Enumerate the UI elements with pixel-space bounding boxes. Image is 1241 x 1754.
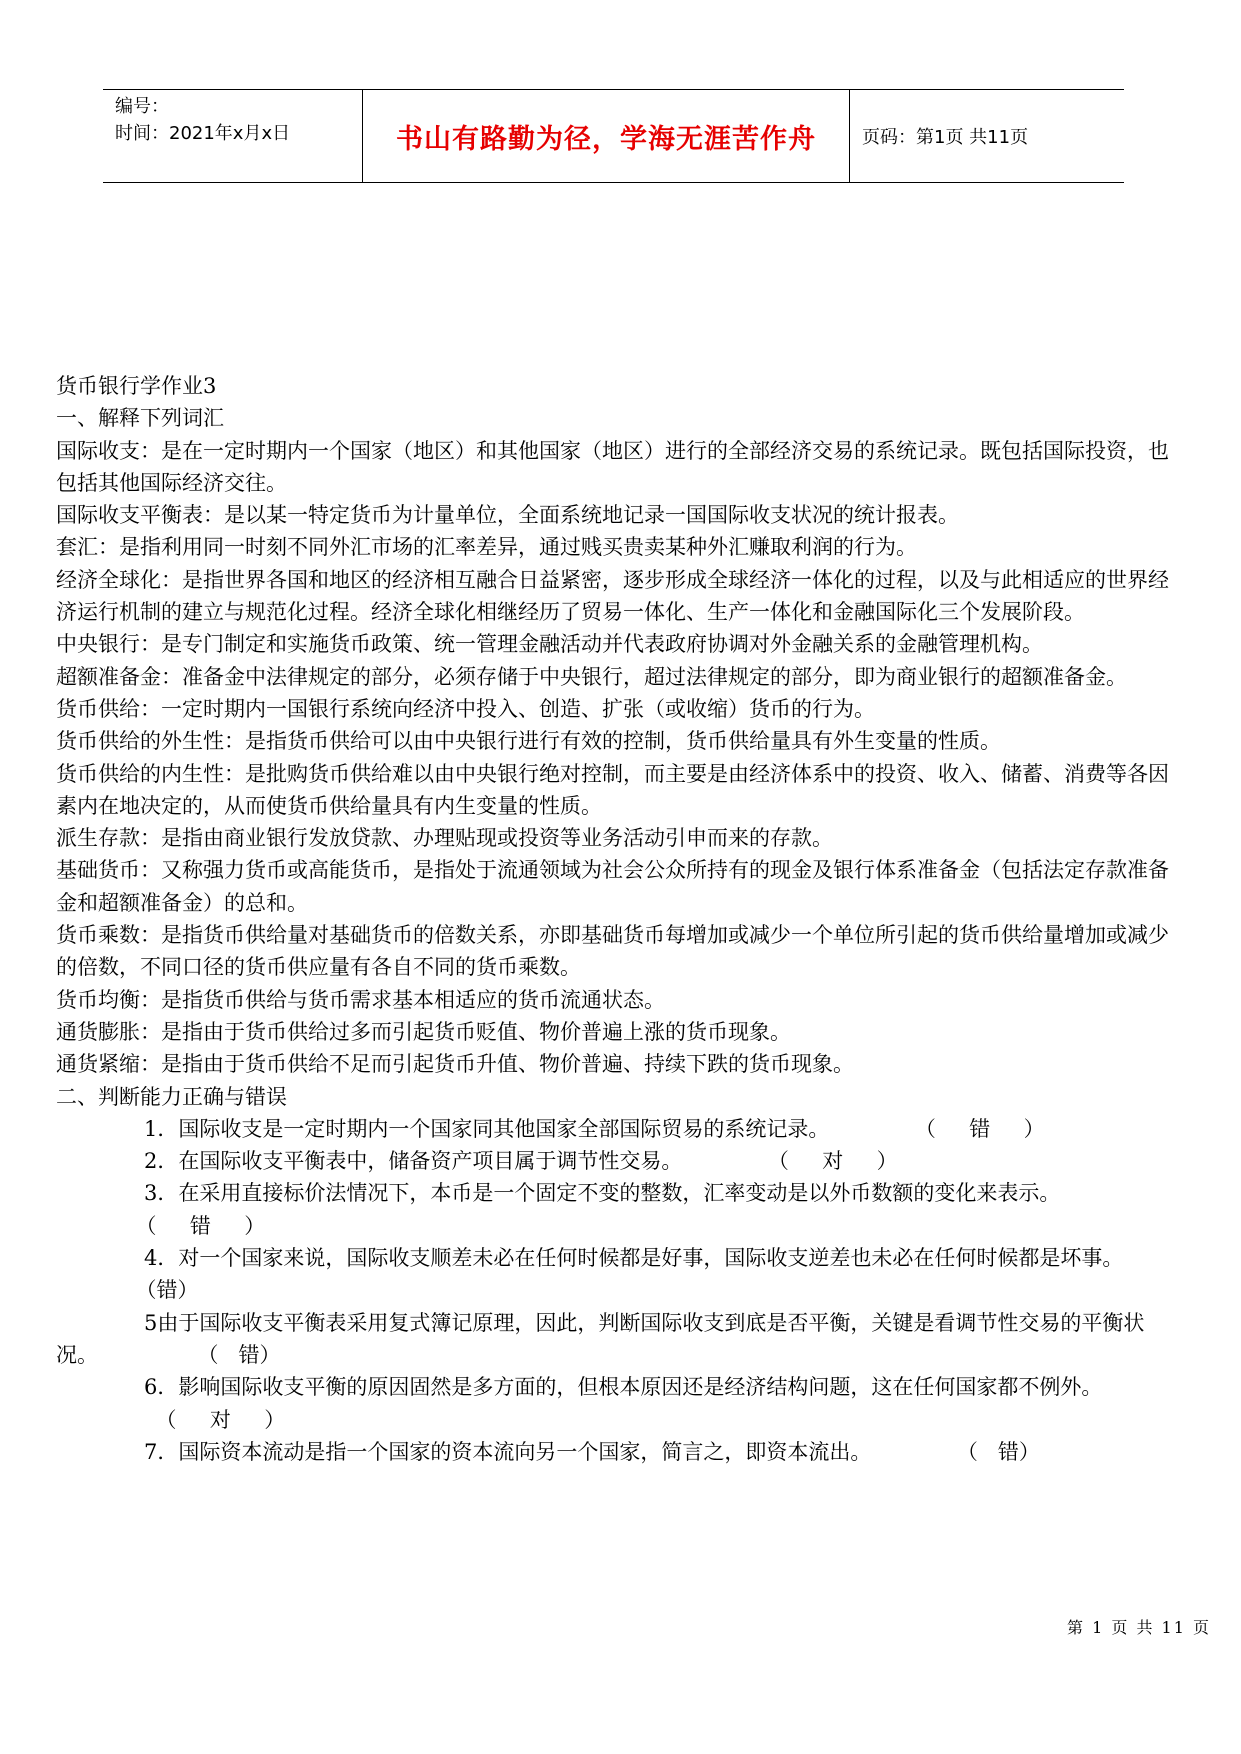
term-paragraph: 货币供给：一定时期内一国银行系统向经济中投入、创造、扩张（或收缩）货币的行为。 (56, 696, 875, 721)
document-title: 货币银行学作业3 (56, 374, 217, 398)
term-paragraph: 基础货币：又称强力货币或高能货币，是指处于流通领域为社会公众所持有的现金及银行体系准备金（包括法定存款准备金和超额准备金）的总和。 (56, 858, 1169, 915)
judgment-text: 5由于国际收支平衡表采用复式簿记原理，因此，判断国际收支到底是否平衡，关键是看调节性交易的平衡状况。 (56, 1310, 1145, 1367)
judgment-answer: （ 对 ） (166, 1407, 286, 1432)
term-paragraph: 派生存款：是指由商业银行发放贷款、办理贴现或投资等业务活动引申而来的存款。 (56, 826, 833, 851)
document-header (103, 89, 1124, 183)
serial-number-label: 编号： (115, 96, 169, 117)
judgment-text: 4．对一个国家来说，国际收支顺差未必在任何时候都是好事，国际收支逆差也未必在任何时候都是坏事。 (144, 1246, 1124, 1271)
term-paragraph: 通货膨胀：是指由于货币供给过多而引起货币贬值、物价普遍上涨的货币现象。 (56, 1019, 791, 1044)
term-paragraph: 超额准备金：准备金中法律规定的部分，必须存储于中央银行，超过法律规定的部分，即为商业银行的超额准备金。 (56, 664, 1127, 689)
term-paragraph: 套汇：是指利用同一时刻不同外汇市场的汇率差异，通过贱买贵卖某种外汇赚取利润的行为。 (56, 535, 917, 560)
judgment-item (56, 1307, 1176, 1372)
term-paragraph: 货币均衡：是指货币供给与货币需求基本相适应的货币流通状态。 (56, 987, 665, 1012)
time-label: 时间：2021年x月x日 (115, 123, 291, 144)
term-paragraph: 国际收支：是在一定时期内一个国家（地区）和其他国家（地区）进行的全部经济交易的系统记录。既包括国际投资，也包括其他国际经济交往。 (56, 438, 1169, 495)
judgment-answer: （ 错 ） (925, 1116, 1045, 1141)
judgment-item (56, 1371, 1176, 1436)
judgment-item (56, 1436, 1176, 1468)
header-motto-cell (363, 90, 850, 182)
document-body (56, 370, 1176, 1468)
page-code: 页码：第1页 共11页 (862, 127, 1029, 148)
judgment-text: 3．在采用直接标价法情况下，本币是一个固定不变的整数，汇率变动是以外币数额的变化来表示。 (144, 1181, 1061, 1206)
judgment-item (56, 1145, 1176, 1177)
judgment-text: 7．国际资本流动是指一个国家的资本流向另一个国家，简言之，即资本流出。 (144, 1439, 872, 1464)
judgment-item (56, 1177, 1176, 1242)
judgment-item (56, 1113, 1176, 1145)
judgment-answer: （错） (146, 1278, 199, 1303)
judgment-text: 2．在国际收支平衡表中，储备资产项目属于调节性交易。 (144, 1149, 683, 1174)
term-paragraph: 经济全球化：是指世界各国和地区的经济相互融合日益紧密，逐步形成全球经济一体化的过程，以及与此相适应的世界经济运行机制的建立与规范化过程。经济全球化相继经历了贸易一体化、生产一体化和金融国际化三个发展阶段。 (56, 567, 1169, 625)
judgment-item (56, 1242, 1176, 1307)
header-page-code-cell (850, 90, 1124, 182)
term-paragraph: 国际收支平衡表：是以某一特定货币为计量单位，全面系统地记录一国国际收支状况的统计报表。 (56, 503, 959, 528)
header-meta (103, 90, 363, 182)
term-paragraph: 货币供给的外生性：是指货币供给可以由中央银行进行有效的控制，货币供给量具有外生变量的性质。 (56, 729, 1001, 754)
judgment-answer: （ 错） (967, 1439, 1040, 1464)
judgment-answer: （ 对 ） (778, 1149, 898, 1174)
page-footer: 第 1 页 共 11 页 (1067, 1618, 1211, 1637)
judgment-answer: （ 错） (208, 1342, 281, 1367)
judgment-answer: （ 错 ） (146, 1213, 266, 1238)
term-paragraph: 通货紧缩：是指由于货币供给不足而引起货币升值、物价普遍、持续下跌的货币现象。 (56, 1052, 854, 1077)
judgment-text: 6．影响国际收支平衡的原因固然是多方面的，但根本原因还是经济结构问题，这在任何国家都不例外。 (144, 1375, 1103, 1400)
section-heading-judgment: 二、判断能力正确与错误 (56, 1084, 287, 1109)
term-paragraph: 货币供给的内生性：是批购货币供给难以由中央银行绝对控制，而主要是由经济体系中的投资、收入、储蓄、消费等各因素内在地决定的，从而使货币供给量具有内生变量的性质。 (56, 761, 1169, 818)
term-paragraph: 货币乘数：是指货币供给量对基础货币的倍数关系，亦即基础货币每增加或减少一个单位所引起的货币供给量增加或减少的倍数，不同口径的货币供应量有各自不同的货币乘数。 (56, 923, 1169, 980)
section-heading-terms: 一、解释下列词汇 (56, 406, 224, 431)
motto: 书山有路勤为径，学海无涯苦作舟 (396, 123, 816, 155)
judgment-text: 1．国际收支是一定时期内一个国家同其他国家全部国际贸易的系统记录。 (144, 1116, 830, 1141)
term-paragraph: 中央银行：是专门制定和实施货币政策、统一管理金融活动并代表政府协调对外金融关系的金融管理机构。 (56, 632, 1043, 657)
